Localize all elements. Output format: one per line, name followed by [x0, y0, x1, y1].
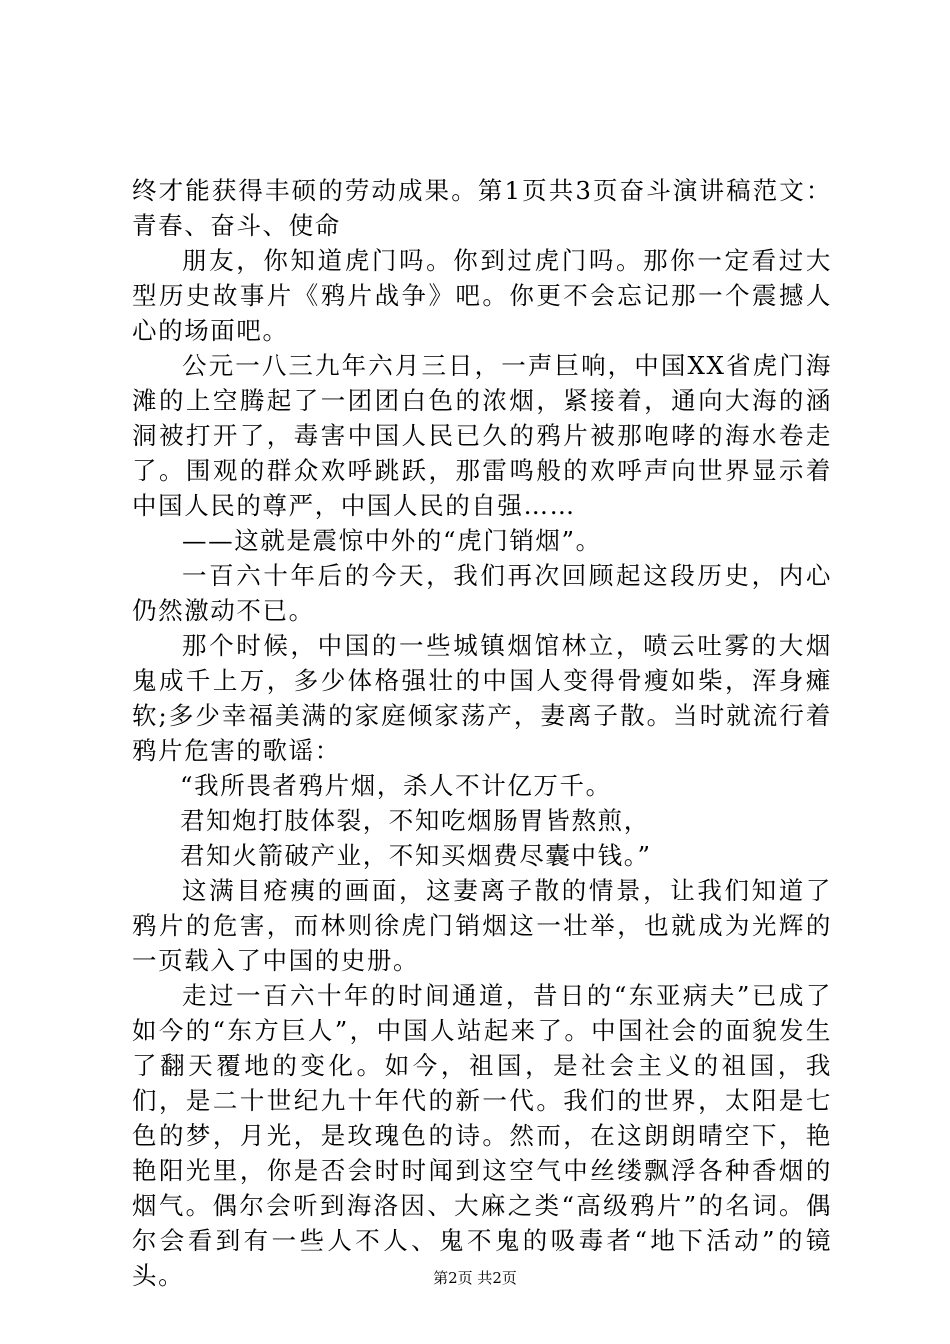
poem-line-2: 君知炮打肢体裂，不知吃烟肠胃皆熬煎， [180, 806, 650, 835]
page-footer: 第2页 共2页 [433, 1269, 517, 1287]
paragraph-opium-burning: 公元一八三九年六月三日，一声巨响，中国XX省虎门海滩的上空腾起了一团团白色的浓烟，紧接着，通向大海的涵洞被打开了，毒害中国人民已久的鸦片被那咆哮的海水卷走了。围观的群众欢呼跳跃，那雷鸣般的欢呼声向世界显示着中国人民的尊严，中国人民的自强…… [132, 351, 832, 520]
paragraph-opium-dens: 那个时候，中国的一些城镇烟馆林立，喷云吐雾的大烟鬼成千上万，多少体格强壮的中国人变得骨瘦如柴，浑身瘫软;多少幸福美满的家庭倾家荡产，妻离子散。当时就流行着鸦片危害的歌谣： [132, 631, 832, 765]
paragraph-humen-intro: 朋友，你知道虎门吗。你到过虎门吗。那你一定看过大型历史故事片《鸦片战争》吧。你更不会忘记那一个震撼人心的场面吧。 [132, 246, 832, 345]
document-body [132, 173, 832, 1293]
poem-line-1: “我所畏者鸦片烟，杀人不计亿万千。 [180, 771, 612, 800]
paragraph-continuation-title: 终才能获得丰硕的劳动成果。第1页共3页奋斗演讲稿范文：青春、奋斗、使命 [132, 176, 832, 240]
paragraph-humen-xiaoyan: ——这就是震惊中外的“虎门销烟”。 [182, 526, 602, 555]
paragraph-160-years: 一百六十年后的今天，我们再次回顾起这段历史，内心仍然激动不已。 [132, 561, 832, 625]
poem-line-3: 君知火箭破产业，不知买烟费尽囊中钱。” [180, 841, 652, 870]
paragraph-lin-zexu: 这满目疮痍的画面，这妻离子散的情景，让我们知道了鸦片的危害，而林则徐虎门销烟这一壮举，也就成为光辉的一页载入了中国的史册。 [132, 876, 832, 975]
paragraph-modern-china: 走过一百六十年的时间通道，昔日的“东亚病夫”已成了如今的“东方巨人”，中国人站起来了。中国社会的面貌发生了翻天覆地的变化。如今，祖国，是社会主义的祖国，我们，是二十世纪九十年代的新一代。我们的世界，太阳是七色的梦，月光，是玫瑰色的诗。然而，在这朗朗晴空下，艳艳阳光里，你是否会时时闻到这空气中丝缕飘浮各种香烟的烟气。偶尔会听到海洛因、大麻之类“高级鸦片”的名词。偶尔会看到有一些人不人、鬼不鬼的吸毒者“地下活动”的镜头。 [132, 981, 832, 1290]
